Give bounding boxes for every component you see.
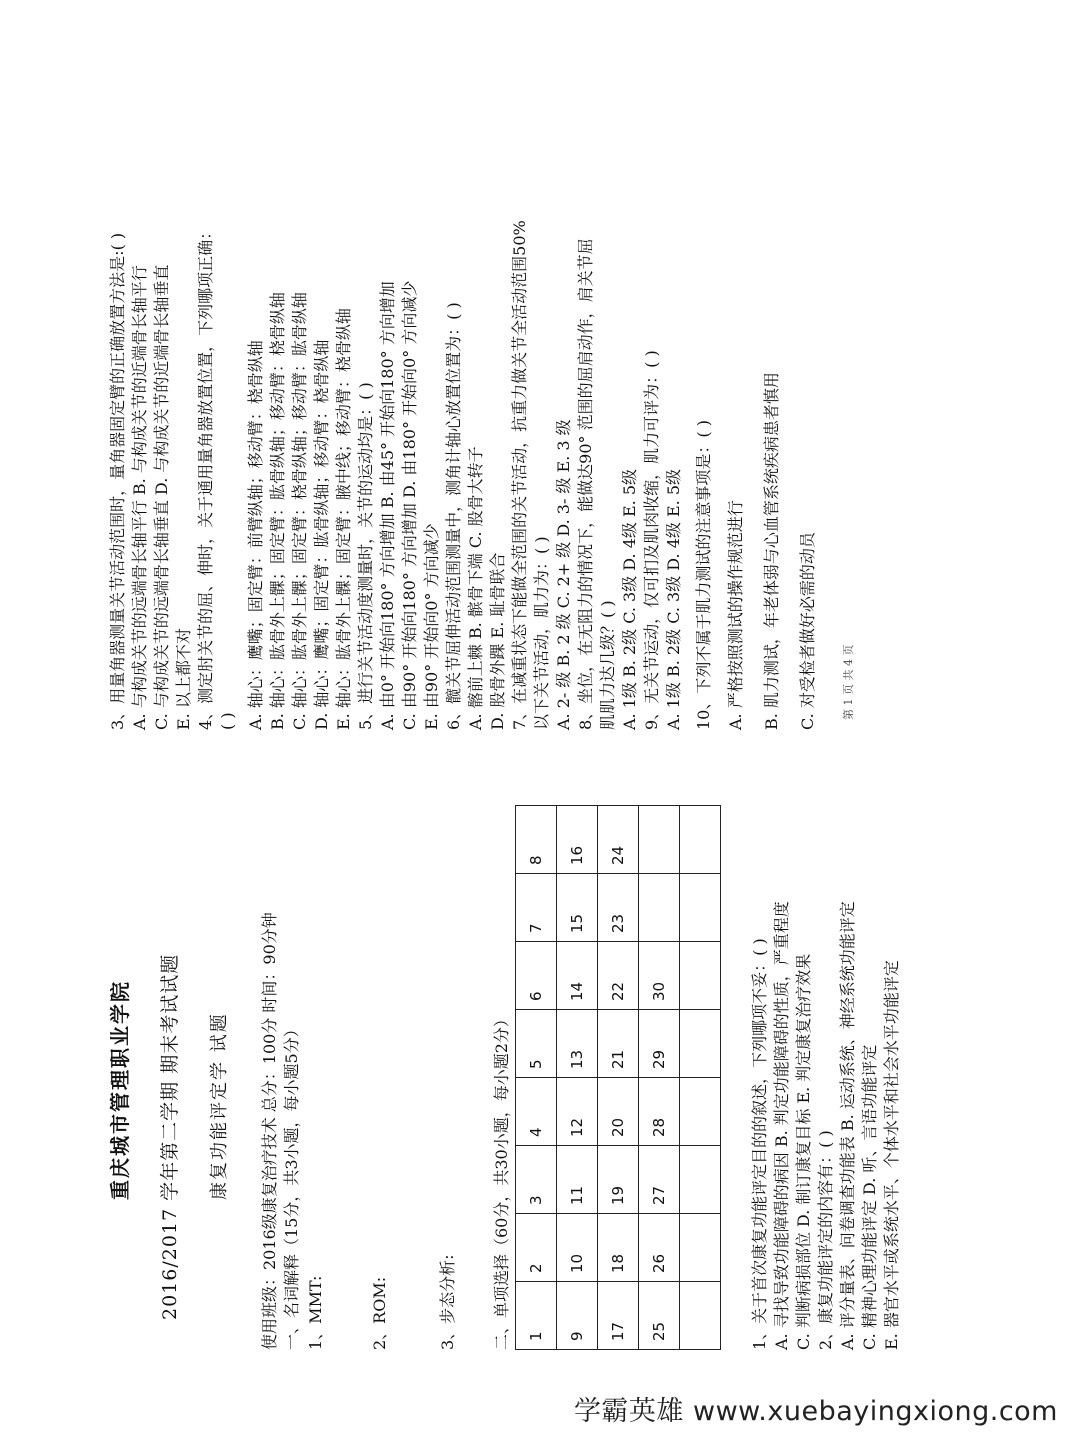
table-row: [680, 806, 721, 1350]
question-line: 以下关节活动，肌力为：( ): [532, 536, 551, 730]
answer-cell: 25: [639, 1282, 680, 1350]
answer-cell: 9: [557, 1282, 598, 1350]
answer-cell: [680, 1214, 721, 1282]
question-line: 8、坐位，在无阻力的情况下，能做达90° 范围的屈肩动作，肩关节屈: [576, 238, 595, 730]
question-line: C. 判断病损部位 D. 制订康复目标 E. 判定康复治疗效果: [794, 953, 813, 1350]
question-line: 6、髋关节屈伸活动范围测量中，测角计轴心放置位置为：( ): [444, 302, 463, 730]
answer-cell: [639, 806, 680, 874]
question-line: A. 与构成关节的远端骨长轴平行 B. 与构成关节的近端骨长轴平行: [130, 265, 149, 730]
table-row: [516, 806, 557, 1350]
question-line: C. 精神心理功能评定 D. 听、言语功能评定: [860, 1044, 879, 1350]
answer-cell: 2: [516, 1214, 557, 1282]
question-line: 2、康复功能评定的内容有：( ): [816, 1130, 835, 1350]
answer-cell: [680, 1146, 721, 1214]
question-line: A. 寻找导致功能障碍的病因 B. 判定功能障碍的性质，严重程度: [772, 901, 791, 1350]
question-line: E. 器官水平或系统水平、个体水平和社会水平功能评定: [882, 960, 901, 1350]
question-line: 5、进行关节活动度测量时，关节的运动均是：( ): [356, 382, 375, 730]
question-line: A. 髂前上棘 B. 髌骨下端 C. 股骨大转子: [466, 446, 485, 730]
right-column: [100, 90, 980, 730]
question-line: C. 与构成关节的远端骨长轴垂直 D. 与构成关节的近端骨长轴垂直: [152, 264, 171, 730]
question-line: 10、下列不属于肌力测试的注意事项是：( ): [694, 420, 713, 730]
table-row: [598, 806, 639, 1350]
course-title: 康复功能评定学 试题: [209, 1012, 230, 1200]
question-line: C. 对受检者做好必需的动员: [798, 532, 817, 730]
page-number: 第 1 页 共 4 页: [842, 644, 855, 720]
answer-cell: 8: [516, 806, 557, 874]
answer-cell: 6: [516, 942, 557, 1010]
question-line: C. 轴心：肱骨外上髁；固定臂：桡骨纵轴；移动臂：肱骨纵轴: [290, 292, 309, 730]
table-row: [557, 806, 598, 1350]
answer-cell: [680, 874, 721, 942]
answer-cell: 23: [598, 874, 639, 942]
left-column: [100, 790, 980, 1350]
answer-cell: 26: [639, 1214, 680, 1282]
answer-cell: 29: [639, 1010, 680, 1078]
answer-cell: 11: [557, 1146, 598, 1214]
question-line: A. 严格按照测试的操作规范进行: [726, 500, 745, 730]
answer-cell: 10: [557, 1214, 598, 1282]
rotated-exam-sheet: [100, 70, 980, 1370]
answer-cell: 18: [598, 1214, 639, 1282]
question-line: 7、在减重状态下能做全范围的关节活动，抗重力做关节全活动范围50%: [510, 220, 529, 730]
question-line: A. 由0° 开始向180° 方向增加 B. 由45° 开始向180° 方向增加: [378, 281, 397, 730]
term-item-1: 1、MMT:: [306, 1275, 325, 1350]
term-item-3: 3、步态分析:: [438, 1254, 457, 1350]
question-line: B. 轴心：肱骨外上髁；固定臂：肱骨纵轴；移动臂：桡骨纵轴: [268, 292, 287, 730]
question-line: C. 由90° 开始向180° 方向增加 D. 由180° 开始向0° 方向减少: [400, 280, 419, 730]
section2-title: 二、单项选择（60分，共30小题，每小题2分）: [492, 1011, 511, 1350]
answer-cell: 24: [598, 806, 639, 874]
answer-cell: 5: [516, 1010, 557, 1078]
question-line: D. 轴心：鹰嘴；固定臂：肱骨纵轴；移动臂：桡骨纵轴: [312, 339, 331, 730]
answer-cell: 4: [516, 1078, 557, 1146]
answer-cell: [639, 874, 680, 942]
answer-cell: 30: [639, 942, 680, 1010]
question-line: E. 以上都不对: [174, 628, 193, 730]
answer-cell: 16: [557, 806, 598, 874]
watermark: 学霸英雄 www.xuebayingxiong.com: [573, 1396, 1058, 1427]
answer-cell: 14: [557, 942, 598, 1010]
answer-cell: 22: [598, 942, 639, 1010]
question-line: A. 1级 B. 2级 C. 3级 D. 4级 E. 5级: [620, 468, 639, 730]
question-line: D. 股骨外踝 E. 耻骨联合: [488, 552, 507, 730]
answer-cell: 3: [516, 1146, 557, 1214]
question-line: A. 2- 级 B. 2 级 C. 2+ 级 D. 3- 级 E. 3 级: [554, 419, 573, 730]
answer-cell: [680, 942, 721, 1010]
question-line: 3、用量角器测量关节活动范围时，量角器固定臂的正确放置方法是:( ): [108, 232, 127, 730]
answer-cell: 7: [516, 874, 557, 942]
answer-cell: 15: [557, 874, 598, 942]
question-line: E. 轴心：肱骨外上髁；固定臂：腋中线；移动臂：桡骨纵轴: [334, 308, 353, 730]
table-row: [639, 806, 680, 1350]
term-item-2: 2、ROM:: [370, 1276, 389, 1350]
question-line: E. 由90° 开始向0° 方向减少: [422, 523, 441, 730]
answer-cell: 12: [557, 1078, 598, 1146]
exam-info: 使用班级：2016级康复治疗技术 总分：100分 时间：90分钟: [260, 912, 279, 1350]
answer-cell: 13: [557, 1010, 598, 1078]
school-title: 重庆城市管理职业学院: [108, 980, 132, 1200]
answer-cell: 28: [639, 1078, 680, 1146]
answer-cell: 1: [516, 1282, 557, 1350]
question-line: 4、测定肘关节的屈、伸时，关于通用量角器放置位置，下列哪项正确：: [196, 223, 215, 730]
answer-cell: 20: [598, 1078, 639, 1146]
answer-cell: [680, 1078, 721, 1146]
question-line: 1、关于首次康复功能评定目的的叙述，下列哪项不妥：( ): [750, 938, 769, 1350]
question-line: ( ): [218, 712, 237, 730]
question-line: 肌肌力达几级？( ): [598, 600, 617, 730]
answer-cell: 19: [598, 1146, 639, 1214]
section1-title: 一、名词解释（15分，共3小题，每小题5分）: [282, 1021, 301, 1350]
answer-cell: 27: [639, 1146, 680, 1214]
answer-cell: [680, 1282, 721, 1350]
answer-cell: [680, 1010, 721, 1078]
question-line: B. 肌力测试，年老体弱与心血管系统疾病患者慎用: [762, 372, 781, 730]
term-title: 2016/2017 学年第二学期 期末考试试题: [159, 953, 181, 1320]
answer-cell: [680, 806, 721, 874]
answer-table: [515, 805, 721, 1350]
question-line: A. 轴心：鹰嘴；固定臂：前臂纵轴；移动臂：桡骨纵轴: [246, 340, 265, 730]
answer-cell: 21: [598, 1010, 639, 1078]
question-line: 9、无关节运动，仅可扪及肌肉收缩，肌力可评为：( ): [642, 350, 661, 730]
answer-cell: 17: [598, 1282, 639, 1350]
question-line: A. 1级 B. 2级 C. 3级 D. 4级 E. 5级: [664, 468, 683, 730]
question-line: A. 评分量表、问卷调查功能表 B. 运动系统、神经系统功能评定: [838, 901, 857, 1350]
